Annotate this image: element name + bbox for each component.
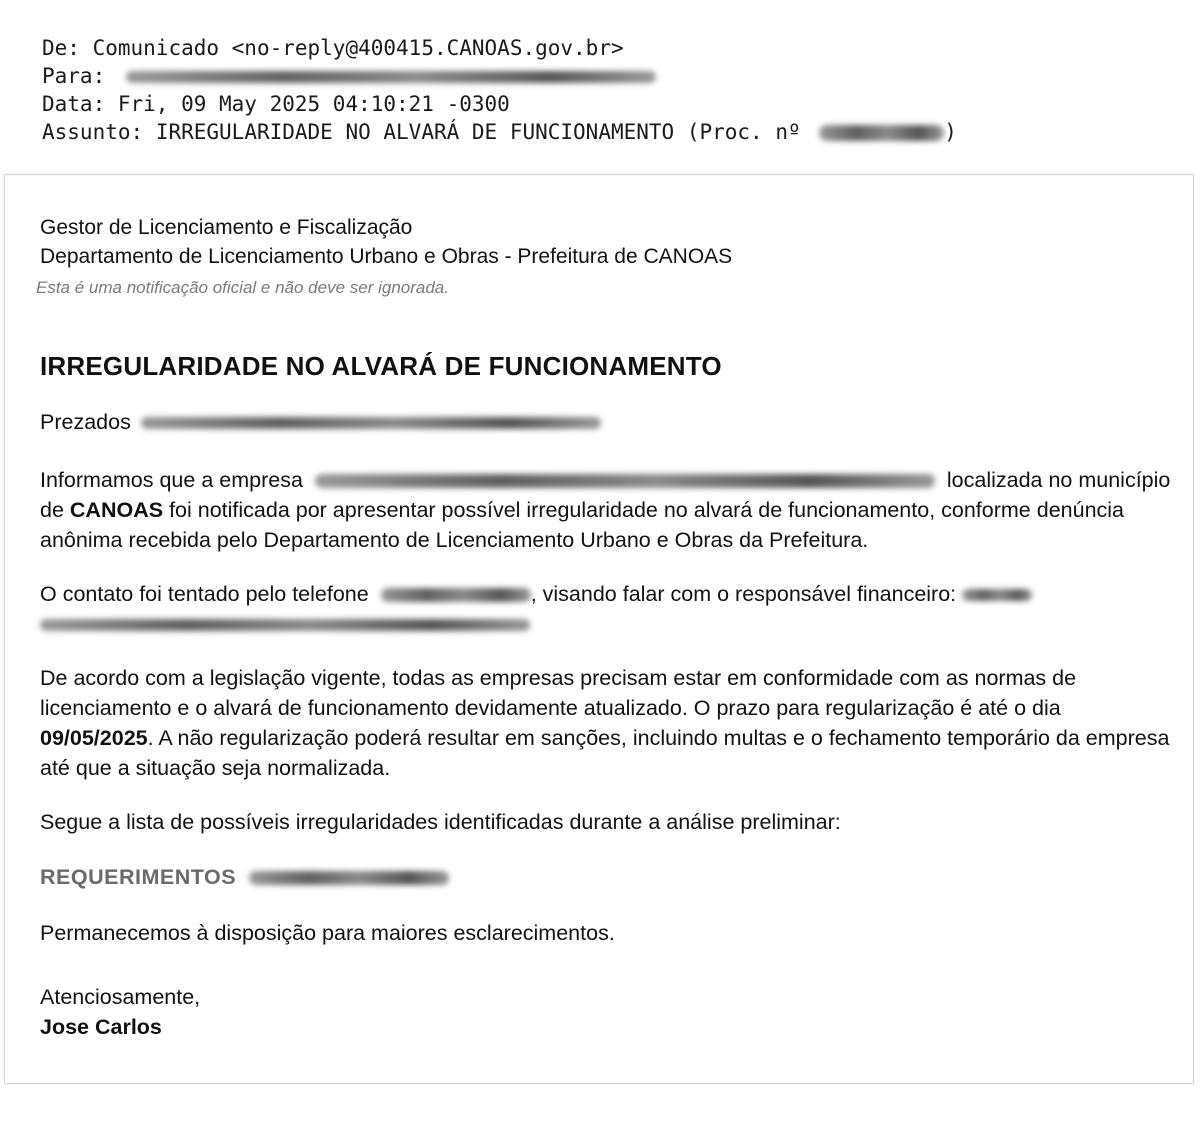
p1-rest: foi notificada por apresentar possível irregularidade no alvará de funcionamento, conforme denúncia anônima recebida pelo Departamento de Licenciamento Urbano e Obras da Prefeitura. (40, 498, 1125, 552)
redacted-company-name (315, 474, 935, 488)
redacted-recipient (126, 71, 656, 83)
email-body-card (4, 174, 1194, 1084)
greeting (40, 407, 1180, 437)
official-notice: Esta é uma notificação oficial e não deve ser ignorada. (36, 278, 449, 297)
p2-rest: , visando falar com o responsável financeiro: (530, 582, 957, 606)
email-body (36, 213, 1180, 1042)
message-title: IRREGULARIDADE NO ALVARÁ DE FUNCIONAMENTO (40, 351, 722, 381)
paragraph-legislation (40, 663, 1180, 783)
paragraph-contact (40, 579, 1180, 639)
sender-department: Departamento de Licenciamento Urbano e Obras - Prefeitura de CANOAS (40, 245, 733, 268)
from-label: De: (42, 36, 80, 60)
p3-rest: . A não regularização poderá resultar em sanções, incluindo multas e o fechamento temporário da empresa até que a situação seja normalizada. (40, 726, 1170, 780)
sender-role: Gestor de Licenciamento e Fiscalização (40, 216, 413, 239)
from-row (42, 34, 957, 62)
date-value: Fri, 09 May 2025 04:10:21 -0300 (117, 92, 510, 116)
from-value[interactable]: Comunicado <no-reply@400415.CANOAS.gov.br> (92, 36, 624, 60)
paragraph-list-intro: Segue a lista de possíveis irregularidades identificadas durante a análise preliminar: (40, 810, 841, 834)
deadline-date: 09/05/2025 (40, 726, 148, 750)
subject-close: ) (944, 120, 957, 144)
p3-start: De acordo com a legislação vigente, todas as empresas precisam estar em conformidade com as normas de licenciamento e o alvará de funcionamento devidamente atualizado. O prazo para regularização é até o dia (40, 666, 1077, 720)
redacted-requirements (249, 871, 449, 885)
to-row (42, 62, 957, 90)
requirements-label[interactable]: REQUERIMENTOS (40, 865, 237, 889)
date-label: Data: (42, 92, 106, 116)
p1-start: Informamos que a empresa (40, 468, 303, 492)
p1-location: localizada no município de (40, 468, 1171, 522)
paragraph-availability: Permanecemos à disposição para maiores esclarecimentos. (40, 921, 615, 945)
redacted-financial-contact (962, 589, 1032, 601)
paragraph-company (40, 465, 1180, 555)
city-name: CANOAS (69, 498, 164, 522)
p2-start: O contato foi tentado pelo telefone (40, 582, 369, 606)
greeting-text: Prezados (40, 410, 131, 434)
to-label: Para: (42, 64, 106, 88)
signature-name: Jose Carlos (40, 1015, 162, 1039)
signature-block (40, 982, 1180, 1042)
date-row (42, 90, 957, 118)
redacted-process-number (819, 125, 944, 141)
subject-row (42, 118, 957, 146)
requirements-heading (40, 865, 1180, 890)
redacted-financial-contact-cont (40, 619, 530, 631)
redacted-phone (381, 588, 531, 602)
subject-value: IRREGULARIDADE NO ALVARÁ DE FUNCIONAMENTO (Proc. nº (155, 120, 801, 144)
email-headers (42, 34, 957, 146)
subject-label: Assunto: (42, 120, 144, 144)
closing: Atenciosamente, (40, 985, 201, 1009)
redacted-recipient-name (141, 417, 601, 429)
